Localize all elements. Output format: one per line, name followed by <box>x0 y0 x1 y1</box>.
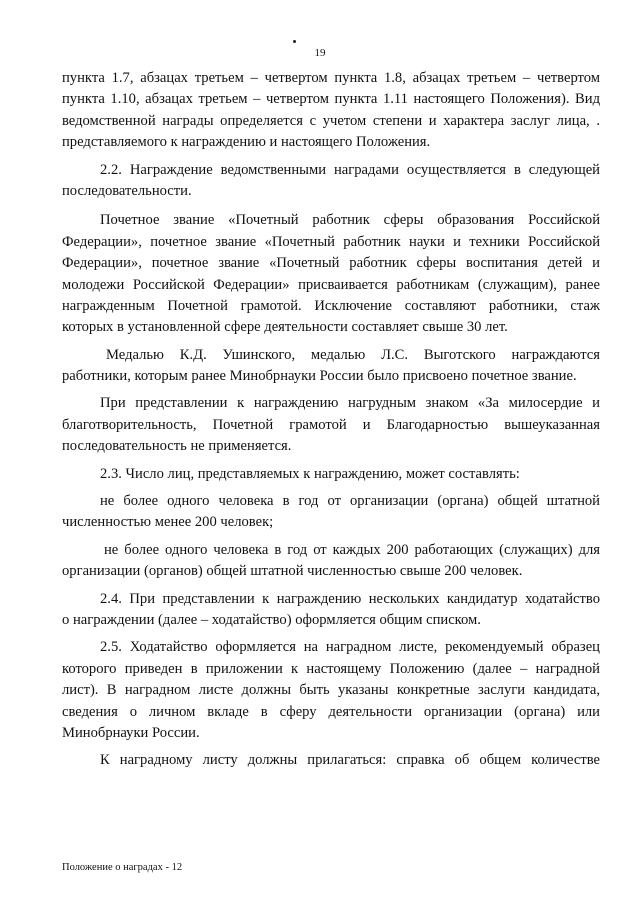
text-line: При представлении к награждению нагрудным знаком «За милосердие и <box>100 395 600 412</box>
text-line: 2.4. При представлении к награждению нескольких кандидатур ходатайство <box>100 590 600 607</box>
text-line: 2.2. Награждение ведомственными наградами осуществляется в следующей <box>100 161 600 178</box>
text-line: лист). В наградном листе должны быть указаны конкретные заслуги кандидата, <box>62 682 600 699</box>
page-footer: Положение о наградах - 12 <box>62 862 183 873</box>
text-line: 2.5. Ходатайство оформляется на наградном листе, рекомендуемый образец <box>100 639 600 656</box>
text-line: награжденным Почетной грамотой. Исключение составляют работники, стаж <box>62 297 600 314</box>
text-line: которых в установленной сфере деятельности составляет свыше 30 лет. <box>62 319 508 336</box>
text-line: Почетное звание «Почетный работник сферы образования Российской <box>100 212 600 229</box>
text-line: представляемого к награждению и настоящего Положения. <box>62 134 431 151</box>
text-line: которого приведен в приложении к настоящему Положению (далее – наградной <box>62 660 600 677</box>
text-line: сведения о личном вкладе в сферу деятельности организации (органа) или <box>62 703 600 720</box>
text-line: К наградному листу должны прилагаться: справка об общем количестве <box>100 752 600 769</box>
scan-speck <box>293 40 296 43</box>
page-number: 19 <box>314 47 326 59</box>
text-line: Федерации», почетное звание «Почетный работник сферы воспитания детей и <box>62 255 600 272</box>
text-line: организации (органов) общей штатной численностью свыше 200 человек. <box>62 563 523 580</box>
body-text <box>62 68 600 772</box>
text-line: о награждении (далее – ходатайство) оформляется общим списком. <box>62 611 481 628</box>
text-line: 2.3. Число лиц, представляемых к награждению, может составлять: <box>100 465 520 482</box>
text-line: молодежи Российской Федерации» присваивается работникам (служащим), ранее <box>62 276 600 293</box>
text-line: последовательность не применяется. <box>62 438 292 455</box>
text-line: не более одного человека в год от каждых 200 работающих (служащих) для <box>104 541 600 558</box>
text-line: работники, которым ранее Минобрнауки России было присвоено почетное звание. <box>62 368 577 385</box>
text-line: ведомственной награды определяется с учетом степени и характера заслуг лица, . <box>62 112 600 129</box>
text-line: благотворительность, Почетной грамотой и Благодарностью вышеуказанная <box>62 416 600 433</box>
text-line: Минобрнауки России. <box>62 724 200 741</box>
text-line: не более одного человека в год от организации (органа) общей штатной <box>100 493 600 510</box>
text-line: пункта 1.10, абзацах третьем – четвертом пункта 1.11 настоящего Положения). Вид <box>62 91 600 108</box>
text-line: Медалью К.Д. Ушинского, медалью Л.С. Выготского награждаются <box>106 346 600 363</box>
text-line: численностью менее 200 человек; <box>62 514 274 531</box>
text-line: Федерации», почетное звание «Почетный работник науки и техники Российской <box>62 233 600 250</box>
text-line: пункта 1.7, абзацах третьем – четвертом пункта 1.8, абзацах третьем – четвертом <box>62 70 600 86</box>
text-line: последовательности. <box>62 182 192 199</box>
